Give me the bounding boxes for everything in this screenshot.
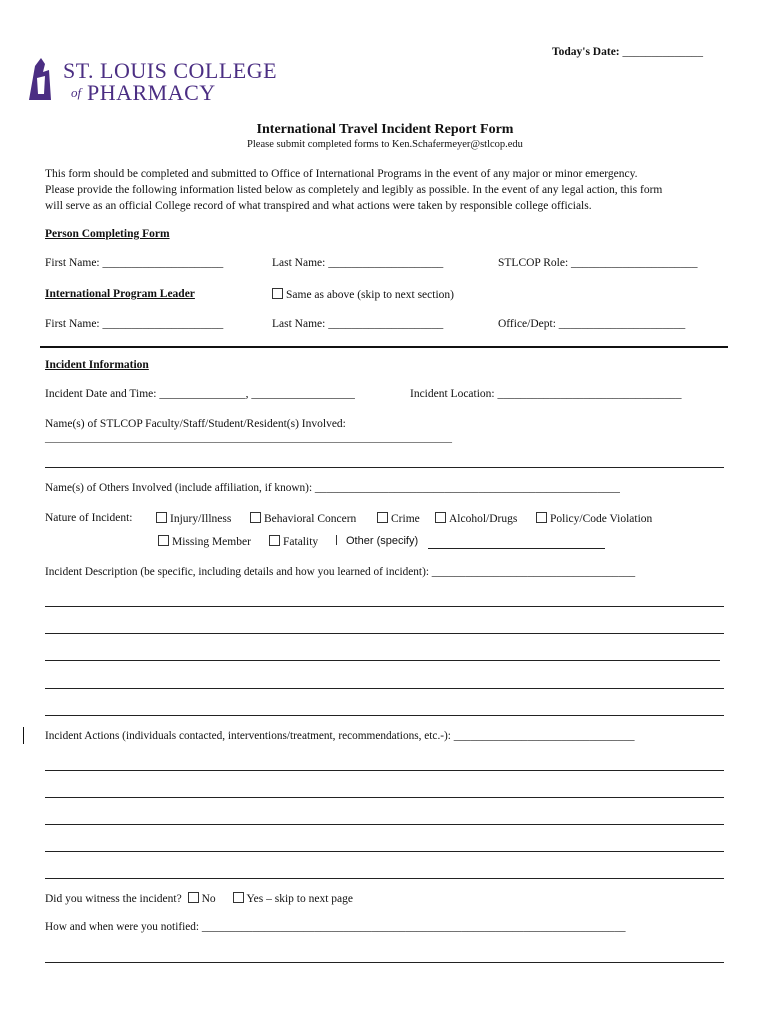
nature-behavioral-label: Behavioral Concern xyxy=(264,513,357,525)
names-involved-label: Name(s) of STLCOP Faculty/Staff/Student/Resident(s) Involved: xyxy=(45,418,346,430)
nature-fatality-label: Fatality xyxy=(283,536,319,548)
nature-fatality[interactable] xyxy=(269,535,318,548)
description-line-4[interactable] xyxy=(45,688,724,689)
witness-label: Did you witness the incident? xyxy=(45,893,182,905)
nature-alcohol[interactable] xyxy=(435,512,517,525)
description-line-5[interactable] xyxy=(45,715,724,716)
leader-section-heading: International Program Leader xyxy=(45,288,195,300)
intro-line-2: Please provide the following information listed below as completely and legibly as possible. In the event of any legal action, this form xyxy=(45,184,663,196)
leader-last-name[interactable]: Last Name: ____________________ xyxy=(272,318,444,330)
description-line-3[interactable] xyxy=(45,660,720,661)
witness-no-label: No xyxy=(201,893,216,905)
same-as-above-checkbox[interactable] xyxy=(272,288,283,299)
notified-field[interactable]: How and when were you notified: ___________________________________________________________________________ xyxy=(45,921,626,933)
nature-crime-label: Crime xyxy=(391,513,420,525)
names-involved-line[interactable] xyxy=(45,467,724,468)
nature-other-line[interactable] xyxy=(428,548,605,549)
nature-fatality-checkbox[interactable] xyxy=(269,535,280,546)
witness-yes-label: Yes – skip to next page xyxy=(246,893,353,905)
actions-line-3[interactable] xyxy=(45,824,724,825)
college-logo-icon xyxy=(25,56,55,104)
description-line-1[interactable] xyxy=(45,606,724,607)
todays-date[interactable] xyxy=(552,46,703,58)
person-section-heading: Person Completing Form xyxy=(45,228,170,240)
intro-paragraph xyxy=(45,166,725,214)
nature-other-label: Other (specify) xyxy=(346,535,419,547)
college-logo xyxy=(25,56,285,106)
intro-line-3: will serve as an official College record of what transpired and what actions were taken by responsible college officials. xyxy=(45,200,592,212)
nature-missing[interactable] xyxy=(158,535,251,548)
nature-injury[interactable] xyxy=(156,512,231,525)
nature-policy-label: Policy/Code Violation xyxy=(550,513,653,525)
logo-line1: ST. LOUIS COLLEGE xyxy=(63,58,278,83)
nature-other-checkbox[interactable] xyxy=(336,535,337,545)
others-involved[interactable]: Name(s) of Others Involved (include affiliation, if known): ______________________________________________________ xyxy=(45,482,620,494)
nature-behavioral-checkbox[interactable] xyxy=(250,512,261,523)
person-last-name[interactable]: Last Name: ____________________ xyxy=(272,257,444,269)
nature-label: Nature of Incident: xyxy=(45,512,133,524)
same-as-above-label: Same as above (skip to next section) xyxy=(286,289,454,301)
nature-alcohol-checkbox[interactable] xyxy=(435,512,446,523)
witness-no-checkbox[interactable] xyxy=(188,892,199,903)
witness-question xyxy=(45,892,353,905)
nature-crime[interactable] xyxy=(377,512,420,525)
todays-date-label: Today's Date: xyxy=(552,46,620,58)
names-involved-blank[interactable]: __________________________________________________________________________ xyxy=(45,432,452,444)
intro-line-1: This form should be completed and submitted to Office of International Programs in the event of any major or minor emergency. xyxy=(45,168,638,180)
nature-crime-checkbox[interactable] xyxy=(377,512,388,523)
same-as-above-option[interactable] xyxy=(272,288,454,301)
incident-description[interactable]: Incident Description (be specific, including details and how you learned of incident): ____________________________________ xyxy=(45,566,636,578)
nature-missing-checkbox[interactable] xyxy=(158,535,169,546)
nature-injury-checkbox[interactable] xyxy=(156,512,167,523)
nature-missing-label: Missing Member xyxy=(172,536,251,548)
todays-date-blank[interactable]: ______________ xyxy=(622,46,703,58)
nature-injury-label: Injury/Illness xyxy=(170,513,232,525)
text-cursor xyxy=(23,727,24,744)
actions-line-5[interactable] xyxy=(45,878,724,879)
nature-behavioral[interactable] xyxy=(250,512,356,525)
incident-section-heading: Incident Information xyxy=(45,359,149,371)
nature-other[interactable] xyxy=(336,535,418,547)
nature-alcohol-label: Alcohol/Drugs xyxy=(449,513,518,525)
notified-line[interactable] xyxy=(45,962,724,963)
actions-line-2[interactable] xyxy=(45,797,724,798)
form-subtitle: Please submit completed forms to Ken.Schafermeyer@stlcop.edu xyxy=(247,139,523,150)
description-line-2[interactable] xyxy=(45,633,724,634)
person-first-name[interactable]: First Name: _____________________ xyxy=(45,257,224,269)
leader-first-name[interactable]: First Name: _____________________ xyxy=(45,318,224,330)
section-divider xyxy=(40,346,728,348)
incident-date-time[interactable]: Incident Date and Time: _______________, __________________ xyxy=(45,388,355,400)
logo-of: of xyxy=(71,85,82,100)
person-role[interactable]: STLCOP Role: ______________________ xyxy=(498,257,698,269)
witness-yes-checkbox[interactable] xyxy=(233,892,244,903)
nature-policy-checkbox[interactable] xyxy=(536,512,547,523)
nature-policy[interactable] xyxy=(536,512,652,525)
logo-line2: PHARMACY xyxy=(87,80,216,105)
leader-office[interactable]: Office/Dept: ______________________ xyxy=(498,318,686,330)
form-title: International Travel Incident Report Form xyxy=(256,122,514,137)
actions-line-1[interactable] xyxy=(45,770,724,771)
incident-actions[interactable]: Incident Actions (individuals contacted, interventions/treatment, recommendations, etc.-): ________________________________ xyxy=(45,730,635,742)
incident-location[interactable]: Incident Location: ________________________________ xyxy=(410,388,682,400)
actions-line-4[interactable] xyxy=(45,851,724,852)
